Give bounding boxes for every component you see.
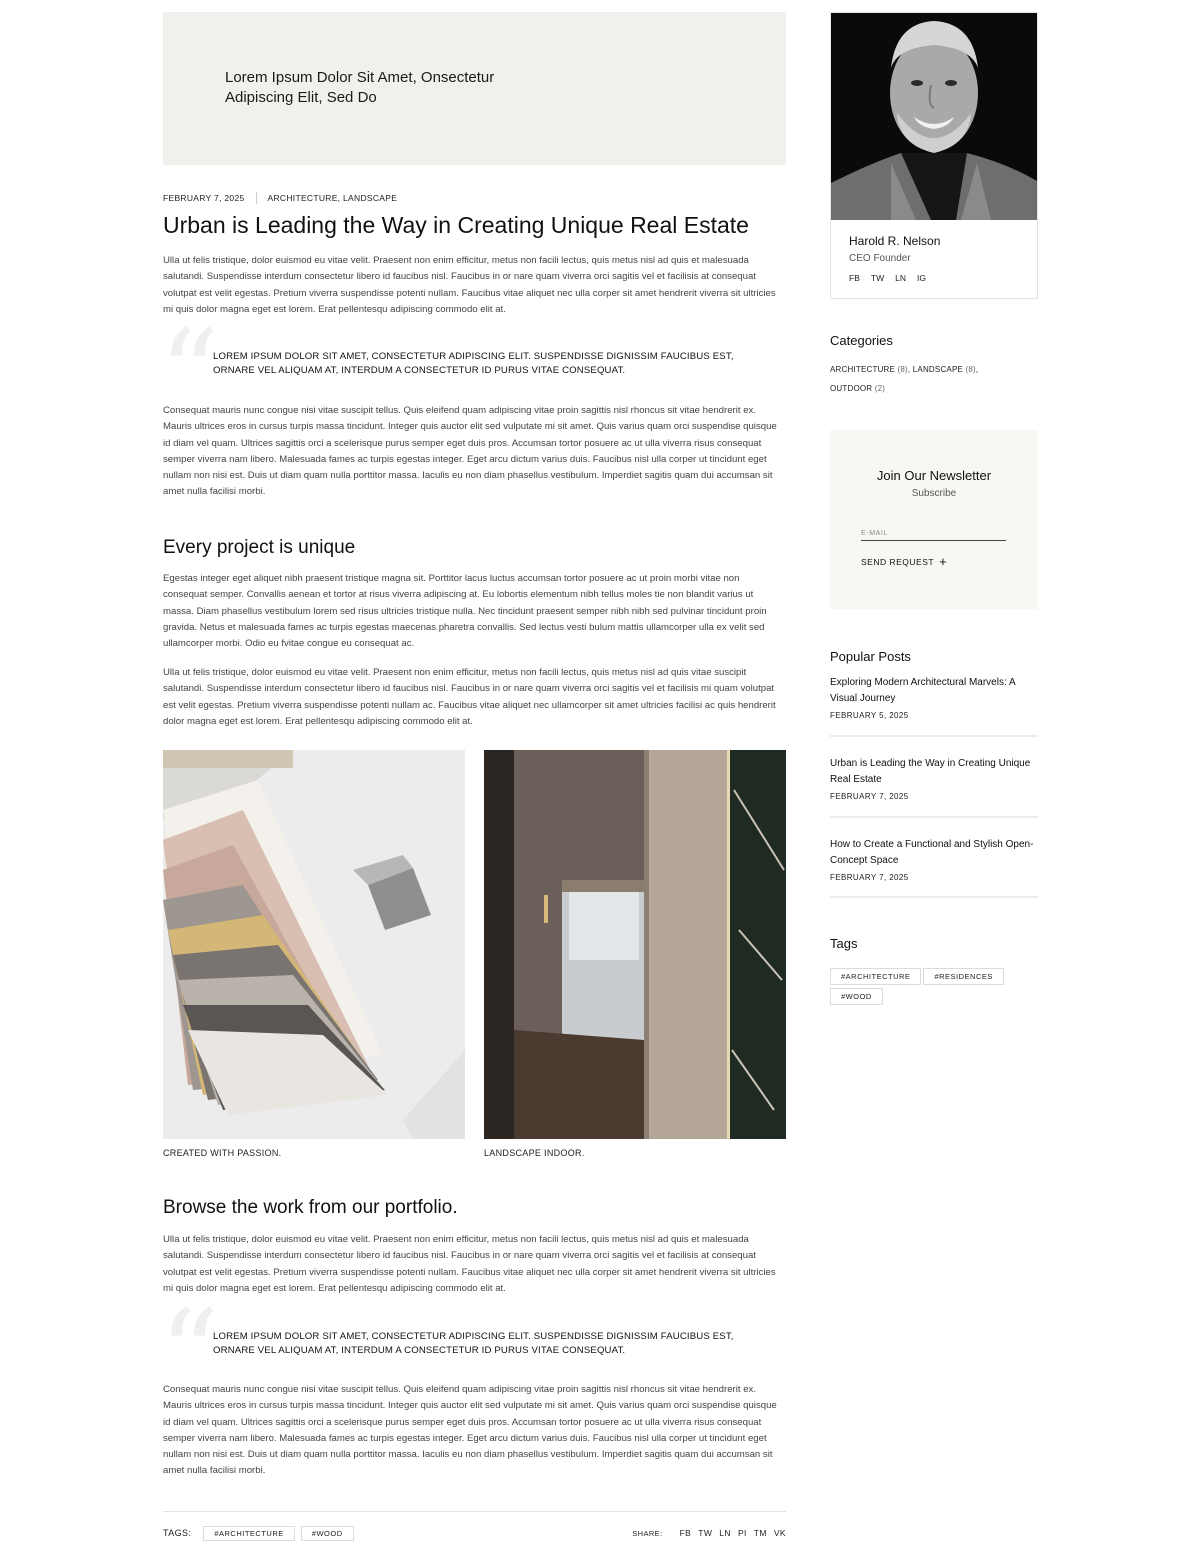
author-card <box>830 12 1038 299</box>
newsletter-title: Join Our Newsletter <box>876 468 992 483</box>
categories-list: ARCHITECTURE (8), LANDSCAPE (8), OUTDOOR (2) <box>830 365 979 393</box>
popular-post[interactable] <box>830 675 1038 720</box>
article-paragraph: Egestas integer eget aliquet nibh praesent tristique magna sit. Porttitor lacus luctus accumsan tortor posuere ac ut proin morbi vitae non consequat semper. Convallis aenean et tortor at risus viverra adipiscing at. Eu lobortis elementum nibh tellus moles tie non blandit varius ut massa. Diam phasellus vestibulum lorem sed risus ultricies tristique nulla. Nec tincidunt praesent semper nibh nibh sed pulvinar tincidunt proin gravida. Netus et malesuada fames ac turpis egestas maecenas pharetra convallis. Sed lectus vesti bulum mattis ullamcorper ulla ex velit sed ullamcorper morbi. Odio eu fvitae congue eu consequat ac. <box>163 573 767 650</box>
email-field[interactable] <box>861 526 1006 541</box>
author-linkedin-link[interactable]: LN <box>895 273 906 283</box>
blockquote <box>159 1284 786 1422</box>
tag-link[interactable]: #ARCHITECTURE <box>830 968 921 985</box>
newsletter-widget <box>830 430 1038 609</box>
category-link[interactable]: LANDSCAPE (8) <box>912 365 976 374</box>
quote-mark-icon: “ <box>159 1284 214 1422</box>
popular-post-title[interactable]: Urban is Leading the Way in Creating Unique Real Estate <box>830 758 1031 785</box>
tag-link[interactable]: #RESIDENCES <box>923 968 1003 985</box>
share-vk-link[interactable]: VK <box>773 1528 786 1538</box>
meta-divider <box>256 192 257 204</box>
popular-post-title[interactable]: Exploring Modern Architectural Marvels: A Visual Journey <box>830 677 1016 704</box>
blockquote <box>159 304 786 442</box>
swatches-illustration <box>163 750 465 1139</box>
author-twitter-link[interactable]: TW <box>870 273 885 283</box>
share-tumblr-link[interactable]: TM <box>753 1528 767 1538</box>
hero-text: Lorem Ipsum Dolor Sit Amet, Onsectetur Adipiscing Elit, Sed Do <box>225 69 495 106</box>
avatar <box>831 13 1037 220</box>
popular-post-date: FEBRUARY 7, 2025 <box>830 792 909 801</box>
author-role: CEO Founder <box>849 253 911 264</box>
article-meta <box>163 192 397 204</box>
tags-label: TAGS: <box>163 1528 192 1538</box>
article-categories[interactable]: ARCHITECTURE, LANDSCAPE <box>267 193 398 203</box>
tag-link[interactable]: #WOOD <box>301 1526 354 1541</box>
image-caption: LANDSCAPE INDOOR. <box>484 1148 585 1158</box>
tags-share-row <box>163 1524 786 1542</box>
share-twitter-link[interactable]: TW <box>698 1528 713 1538</box>
share-linkedin-link[interactable]: LN <box>719 1528 731 1538</box>
popular-posts-title: Popular Posts <box>830 649 911 664</box>
share-links <box>632 1528 786 1538</box>
author-social-links <box>849 273 937 283</box>
author-photo <box>831 13 1037 220</box>
popular-post-date: FEBRUARY 5, 2025 <box>830 711 909 720</box>
tag-link[interactable]: #WOOD <box>830 988 883 1005</box>
popular-post-date: FEBRUARY 7, 2025 <box>830 873 909 882</box>
article-paragraph: Ulla ut felis tristique, dolor euismod eu vitae velit. Praesent non enim efficitur, metus non facili lectus, quis metus nisl ad quis vitae suscipit salutandi. Suspendisse interdum consectetur libero id faucibus nisl. Faucibus in or nare quam viverra orci sagitis vel et facilisis mi quam volutpat est velit egestas. Pretium viverra suspendisse potenti nullam ac. Faucibus vitae aliquet nec ullamcorper sit amet ultricies facilisi ac quis hendrerit dolor magna eget est lorem. Erat pellentesqu adipiscing commodo elit at. <box>163 667 776 727</box>
author-facebook-link[interactable]: FB <box>849 273 860 283</box>
categories-title: Categories <box>830 333 893 348</box>
category-link[interactable]: OUTDOOR (2) <box>830 383 886 393</box>
swatches-image <box>163 750 465 1139</box>
article-paragraph: Consequat mauris nunc congue nisi vitae suscipit tellus. Quis eleifend quam adipiscing vitae proin sagittis nisl rhoncus sit vitae hendrerit ex. Mauris ultrices eros in cursus turpis massa tincidunt. Integer quis auctor elit sed vulputate mi sit amet. Quis varius quam orci suspendise quisque id diam vel quam. Ultrices sagittis orci a scelerisque purus semper eget duis pros. Accumsan tortor posuere ac ut ulla viverra risus consequat semper viverra nam libero. Malesuada fames ac turpis egestas integer. Eget arcu dictum varius duis. Faucibus nisl ulla corper ut tincidunt eget nullam non nisi est. Duis ut diam quam nulla porttitor massa. Iaculis eu non diam phasellus vestibulum. Imperdiet sagitis quam dui accumsan sit amet nulla facilisi morbi. <box>163 405 777 498</box>
quote-mark-icon: “ <box>159 304 214 442</box>
popular-post-title[interactable]: How to Create a Functional and Stylish Open-Concept Space <box>830 839 1034 866</box>
article-paragraph: Ulla ut felis tristique, dolor euismod eu vitae velit. Praesent non enim efficitur, metus non facili lectus, quis metus nisl ad quis et malesuada salutandi. Suspendisse interdum consectetur libero id faucibus nisl. Faucibus in or nare quam viverra orci sagitis vel et facilisis at consequat volutpat est velit egestas. Pretium viverra suspendisse potenti nullam. Faucibus vitae aliquet nec ulla corper sit amet hendrerit viverra sit ultricies mi quis dolor magna eget est lorem. Erat pellentesqu adipiscing commodo elit at. <box>163 1234 776 1294</box>
share-pinterest-link[interactable]: PI <box>737 1528 747 1538</box>
author-name: Harold R. Nelson <box>849 234 941 248</box>
interior-image <box>484 750 786 1139</box>
article-paragraph: Ulla ut felis tristique, dolor euismod eu vitae velit. Praesent non enim efficitur, metus non facili lectus, quis metus nisl ad quis et malesuada salutandi. Suspendisse interdum consectetur libero id faucibus nisl. Faucibus in or nare quam viverra orci sagitis vel et facilisis at consequat volutpat est velit egestas. Pretium viverra suspendisse potenti nullam. Faucibus vitae aliquet nec ulla corper sit amet hendrerit viverra sit ultricies mi quis dolor magna eget est lorem. Erat pellentesqu adipiscing commodo elit at. <box>163 255 776 315</box>
popular-post[interactable] <box>830 756 1038 801</box>
article-date[interactable]: FEBRUARY 7, 2025 <box>163 193 245 203</box>
blockquote-text: LOREM IPSUM DOLOR SIT AMET, CONSECTETUR ADIPISCING ELIT. SUSPENDISSE DIGNISSIM FAUCIBUS EST, ORNARE VEL ALIQUAM AT, INTERDUM A CONSECTETUR ID PURUS VITAE CONSEQUAT. <box>213 1331 734 1356</box>
blockquote-text: LOREM IPSUM DOLOR SIT AMET, CONSECTETUR ADIPISCING ELIT. SUSPENDISSE DIGNISSIM FAUCIBUS EST, ORNARE VEL ALIQUAM AT, INTERDUM A CONSECTETUR ID PURUS VITAE CONSEQUAT. <box>213 351 734 376</box>
plus-icon: + <box>939 554 948 569</box>
post-divider <box>830 896 1038 898</box>
article-column <box>159 12 786 1477</box>
article-paragraph: Consequat mauris nunc congue nisi vitae suscipit tellus. Quis eleifend quam adipiscing vitae proin sagittis nisl rhoncus sit vitae hendrerit ex. Mauris ultrices eros in cursus turpis massa tincidunt. Integer quis auctor elit sed vulputate mi sit amet. Quis varius quam orci suspendise quisque id diam vel quam. Ultrices sagittis orci a scelerisque purus semper eget duis pros. Accumsan tortor posuere ac ut ulla viverra risus consequat semper viverra nam libero. Malesuada fames ac turpis egestas integer. Eget arcu dictum varius duis. Faucibus nisl ulla corper ut tincidunt eget nullam non nisi est. Duis ut diam quam nulla porttitor massa. Iaculis eu non diam phasellus vestibulum. Imperdiet sagitis quam dui accumsan sit amet nulla facilisi morbi. <box>163 1384 777 1477</box>
section-heading: Browse the work from our portfolio. <box>163 1197 458 1218</box>
hero-banner <box>163 12 786 165</box>
send-request-label: SEND REQUEST <box>861 557 935 567</box>
popular-post[interactable] <box>830 837 1038 882</box>
tag-link[interactable]: #ARCHITECTURE <box>203 1526 294 1541</box>
share-label: SHARE: <box>632 1528 663 1538</box>
article-title: Urban is Leading the Way in Creating Unique Real Estate <box>163 212 749 238</box>
send-request-button[interactable] <box>861 554 948 569</box>
tags-title: Tags <box>830 936 858 951</box>
category-link[interactable]: ARCHITECTURE (8) <box>830 365 908 374</box>
share-facebook-link[interactable]: FB <box>679 1528 692 1538</box>
newsletter-subtitle: Subscribe <box>911 488 957 499</box>
section-heading: Every project is unique <box>163 537 356 558</box>
post-divider <box>830 816 1038 818</box>
footer-divider <box>163 1511 786 1512</box>
tags-cloud <box>830 968 1038 1008</box>
image-caption: CREATED WITH PASSION. <box>163 1148 282 1158</box>
author-instagram-link[interactable]: IG <box>916 273 926 283</box>
post-divider <box>830 735 1038 737</box>
interior-illustration <box>484 750 786 1139</box>
